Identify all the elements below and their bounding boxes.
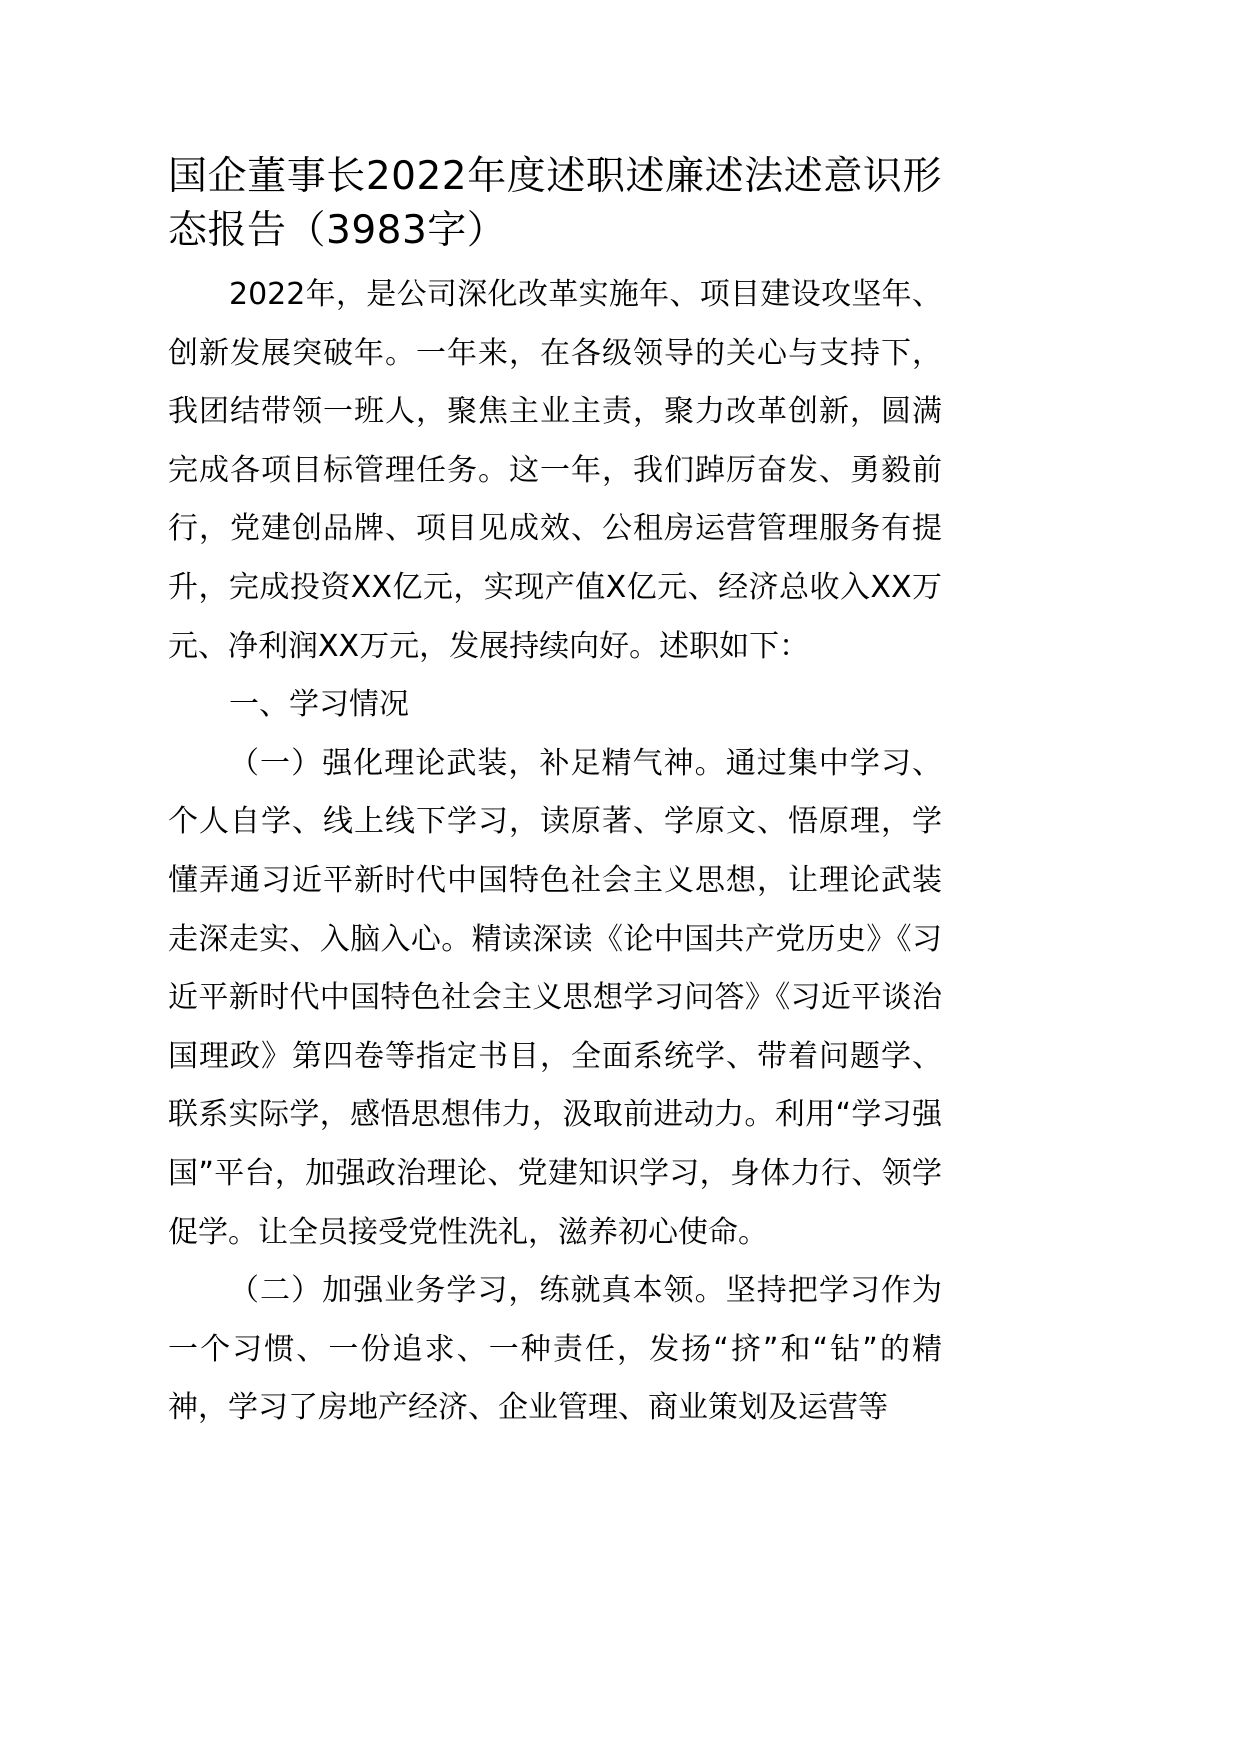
paragraph-business-study: （二）加强业务学习，练就真本领。坚持把学习作为一个习惯、一份追求、一种责任，发扬“挤”和“钻”的精神，学习了房地产经济、企业管理、商业策划及运营等 — [168, 1273, 942, 1426]
document-page — [168, 150, 942, 1438]
intro-paragraph: 2022年，是公司深化改革实施年、项目建设攻坚年、创新发展突破年。一年来，在各级领导的关心与支持下，我团结带领一班人，聚焦主业主责，聚力改革创新，圆满完成各项目标管理任务。这一年，我们踔厉奋发、勇毅前行，党建创品牌、项目见成效、公租房运营管理服务有提升，完成投资XX亿元，实现产值X亿元、经济总收入XX万元、净利润XX万元，发展持续向好。述职如下： — [168, 277, 942, 664]
document-title: 国企董事长2022年度述职述廉述法述意识形态报告（3983字） — [168, 154, 942, 253]
section-heading-study: 一、学习情况 — [229, 687, 409, 723]
paragraph-theory-study: （一）强化理论武装，补足精气神。通过集中学习、个人自学、线上线下学习，读原著、学原文、悟原理，学懂弄通习近平新时代中国特色社会主义思想，让理论武装走深走实、入脑入心。精读深读《论中国共产党历史》《习近平新时代中国特色社会主义思想学习问答》《习近平谈治国理政》第四卷等指定书目，全面系统学、带着问题学、联系实际学，感悟思想伟力，汲取前进动力。利用“学习强国”平台，加强政治理论、党建知识学习，身体力行、领学促学。让全员接受党性洗礼，滋养初心使命。 — [168, 745, 942, 1250]
